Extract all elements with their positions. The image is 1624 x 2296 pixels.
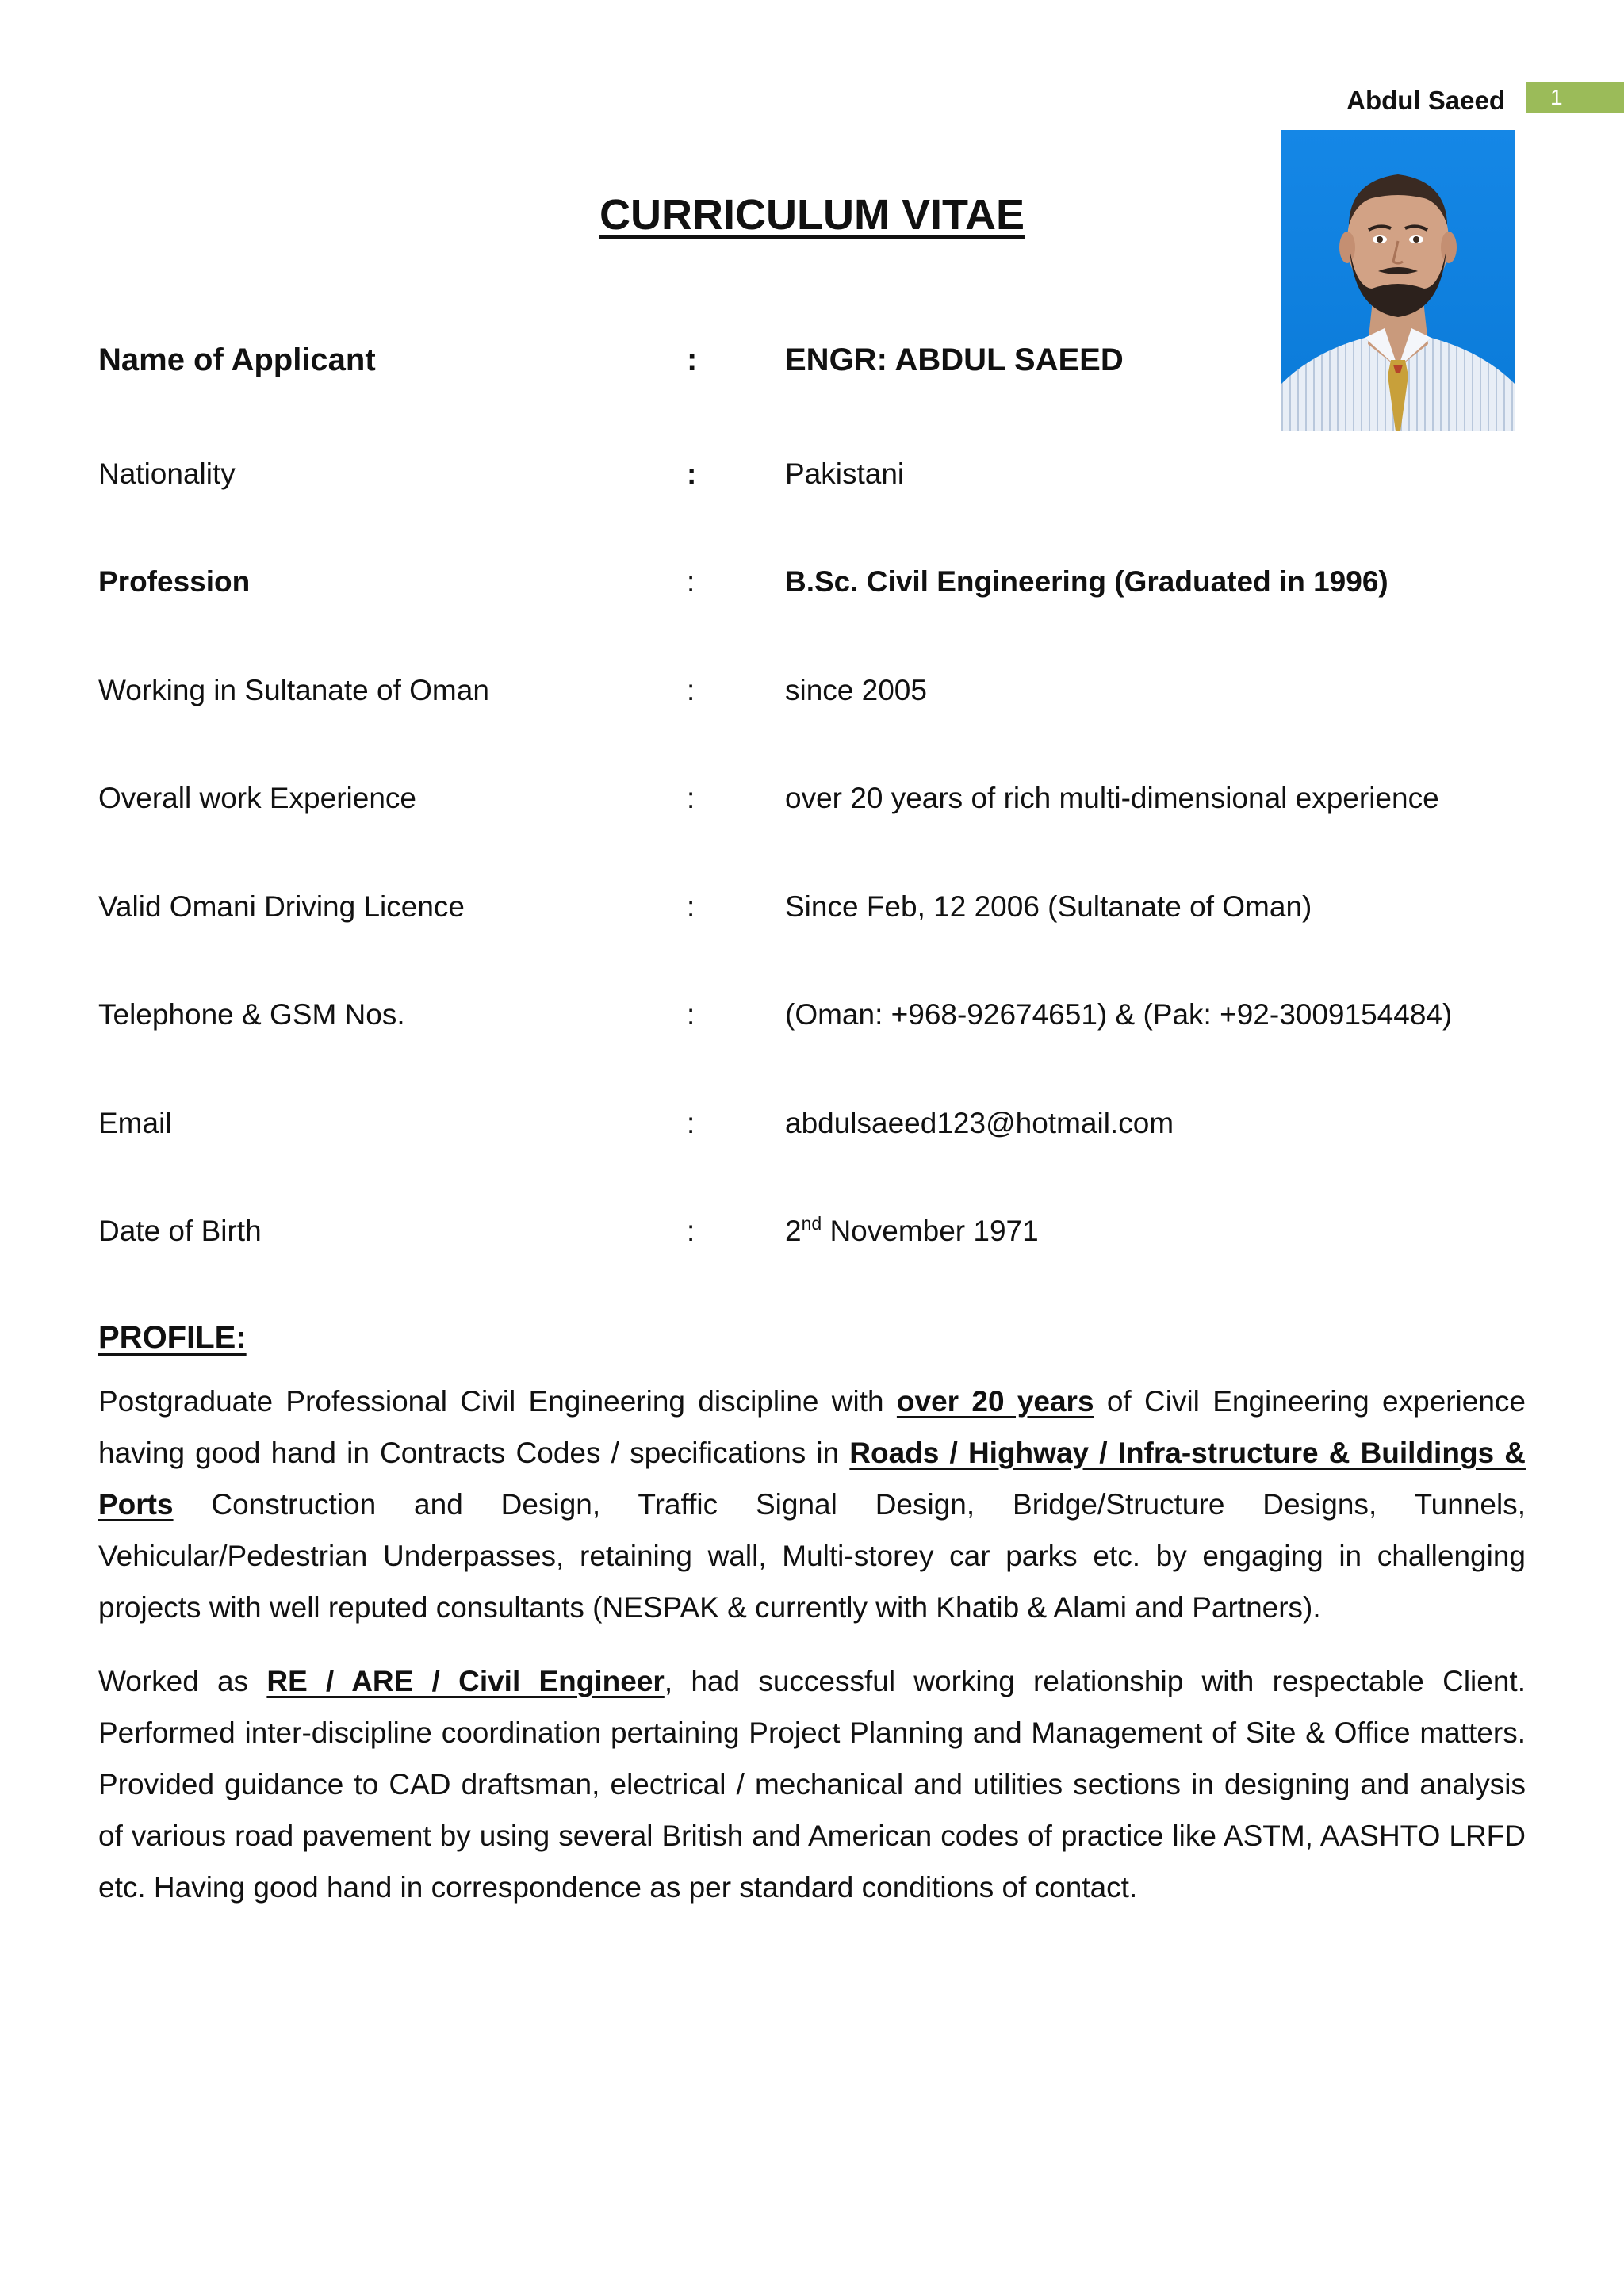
- detail-value: over 20 years of rich multi-dimensional experience: [785, 782, 1439, 814]
- detail-colon: :: [687, 890, 695, 923]
- detail-label: Nationality: [98, 457, 236, 490]
- detail-colon: :: [687, 342, 698, 377]
- dob-rest: November 1971: [822, 1215, 1039, 1247]
- detail-label: Profession: [98, 565, 251, 598]
- detail-value: since 2005: [785, 674, 927, 706]
- profile-heading: PROFILE:: [98, 1320, 247, 1355]
- detail-colon: :: [687, 998, 695, 1031]
- header-name: Abdul Saeed: [1346, 86, 1505, 115]
- detail-label: Valid Omani Driving Licence: [98, 890, 465, 923]
- detail-colon: :: [687, 565, 695, 598]
- detail-value: B.Sc. Civil Engineering (Graduated in 1996): [785, 565, 1388, 598]
- page-number-badge: 1: [1526, 82, 1624, 113]
- detail-value: abdulsaeed123@hotmail.com: [785, 1107, 1174, 1139]
- detail-colon: :: [687, 782, 695, 814]
- detail-label: Overall work Experience: [98, 782, 416, 814]
- p2-highlight-role: RE / ARE / Civil Engineer: [266, 1665, 665, 1697]
- detail-colon: :: [687, 1107, 695, 1139]
- detail-value: Pakistani: [785, 457, 905, 490]
- detail-label: Working in Sultanate of Oman: [98, 674, 489, 706]
- detail-colon: :: [687, 674, 695, 706]
- p2-text: Worked as: [98, 1665, 267, 1697]
- p1-highlight-sectors: Roads / Highway / Infra-structure & Buildings & Ports: [98, 1437, 1526, 1521]
- detail-value: (Oman: +968-92674651) & (Pak: +92-3009154484): [785, 998, 1453, 1031]
- detail-colon: :: [687, 1215, 695, 1247]
- detail-label: Telephone & GSM Nos.: [98, 998, 405, 1031]
- p2-text: , had successful working relationship with respectable Client. Performed inter-discipline coordination pertaining Project Planning and Management of Site & Office matters. Provided guidance to CAD draftsman, electrical / mechanical and utilities sections in designing and analysis of various road pavement by using several British and American codes of practice like ASTM, AASHTO LRFD etc. Having good hand in correspondence as per standard conditions of contact.: [98, 1665, 1526, 1904]
- document-title: CURRICULUM VITAE: [599, 191, 1025, 239]
- detail-label: Name of Applicant: [98, 342, 376, 377]
- detail-value: Since Feb, 12 2006 (Sultanate of Oman): [785, 890, 1312, 923]
- detail-label: Date of Birth: [98, 1215, 262, 1247]
- profile-paragraph-1: [98, 1376, 1526, 1633]
- p1-text: of Civil Engineering experience having good hand in Contracts Codes / specifications in: [98, 1385, 1526, 1469]
- detail-label: Email: [98, 1107, 172, 1139]
- detail-value: [785, 1214, 1039, 1249]
- p1-text: Construction and Design, Traffic Signal Design, Bridge/Structure Designs, Tunnels, Vehicular/Pedestrian Underpasses, retaining wall, Multi-storey car parks etc. by engaging in challenging projects with well reputed consultants (NESPAK & currently with Khatib & Alami and Partners).: [98, 1488, 1526, 1624]
- p1-highlight-years: over 20 years: [896, 1385, 1094, 1418]
- dob-day: 2: [785, 1215, 802, 1247]
- detail-colon: :: [687, 457, 697, 490]
- detail-value: ENGR: ABDUL SAEED: [785, 342, 1124, 377]
- profile-paragraph-2: [98, 1655, 1526, 1913]
- p1-text: Postgraduate Professional Civil Engineering discipline with: [98, 1385, 897, 1418]
- applicant-photo: [1281, 130, 1515, 431]
- dob-day-suffix: nd: [801, 1213, 822, 1234]
